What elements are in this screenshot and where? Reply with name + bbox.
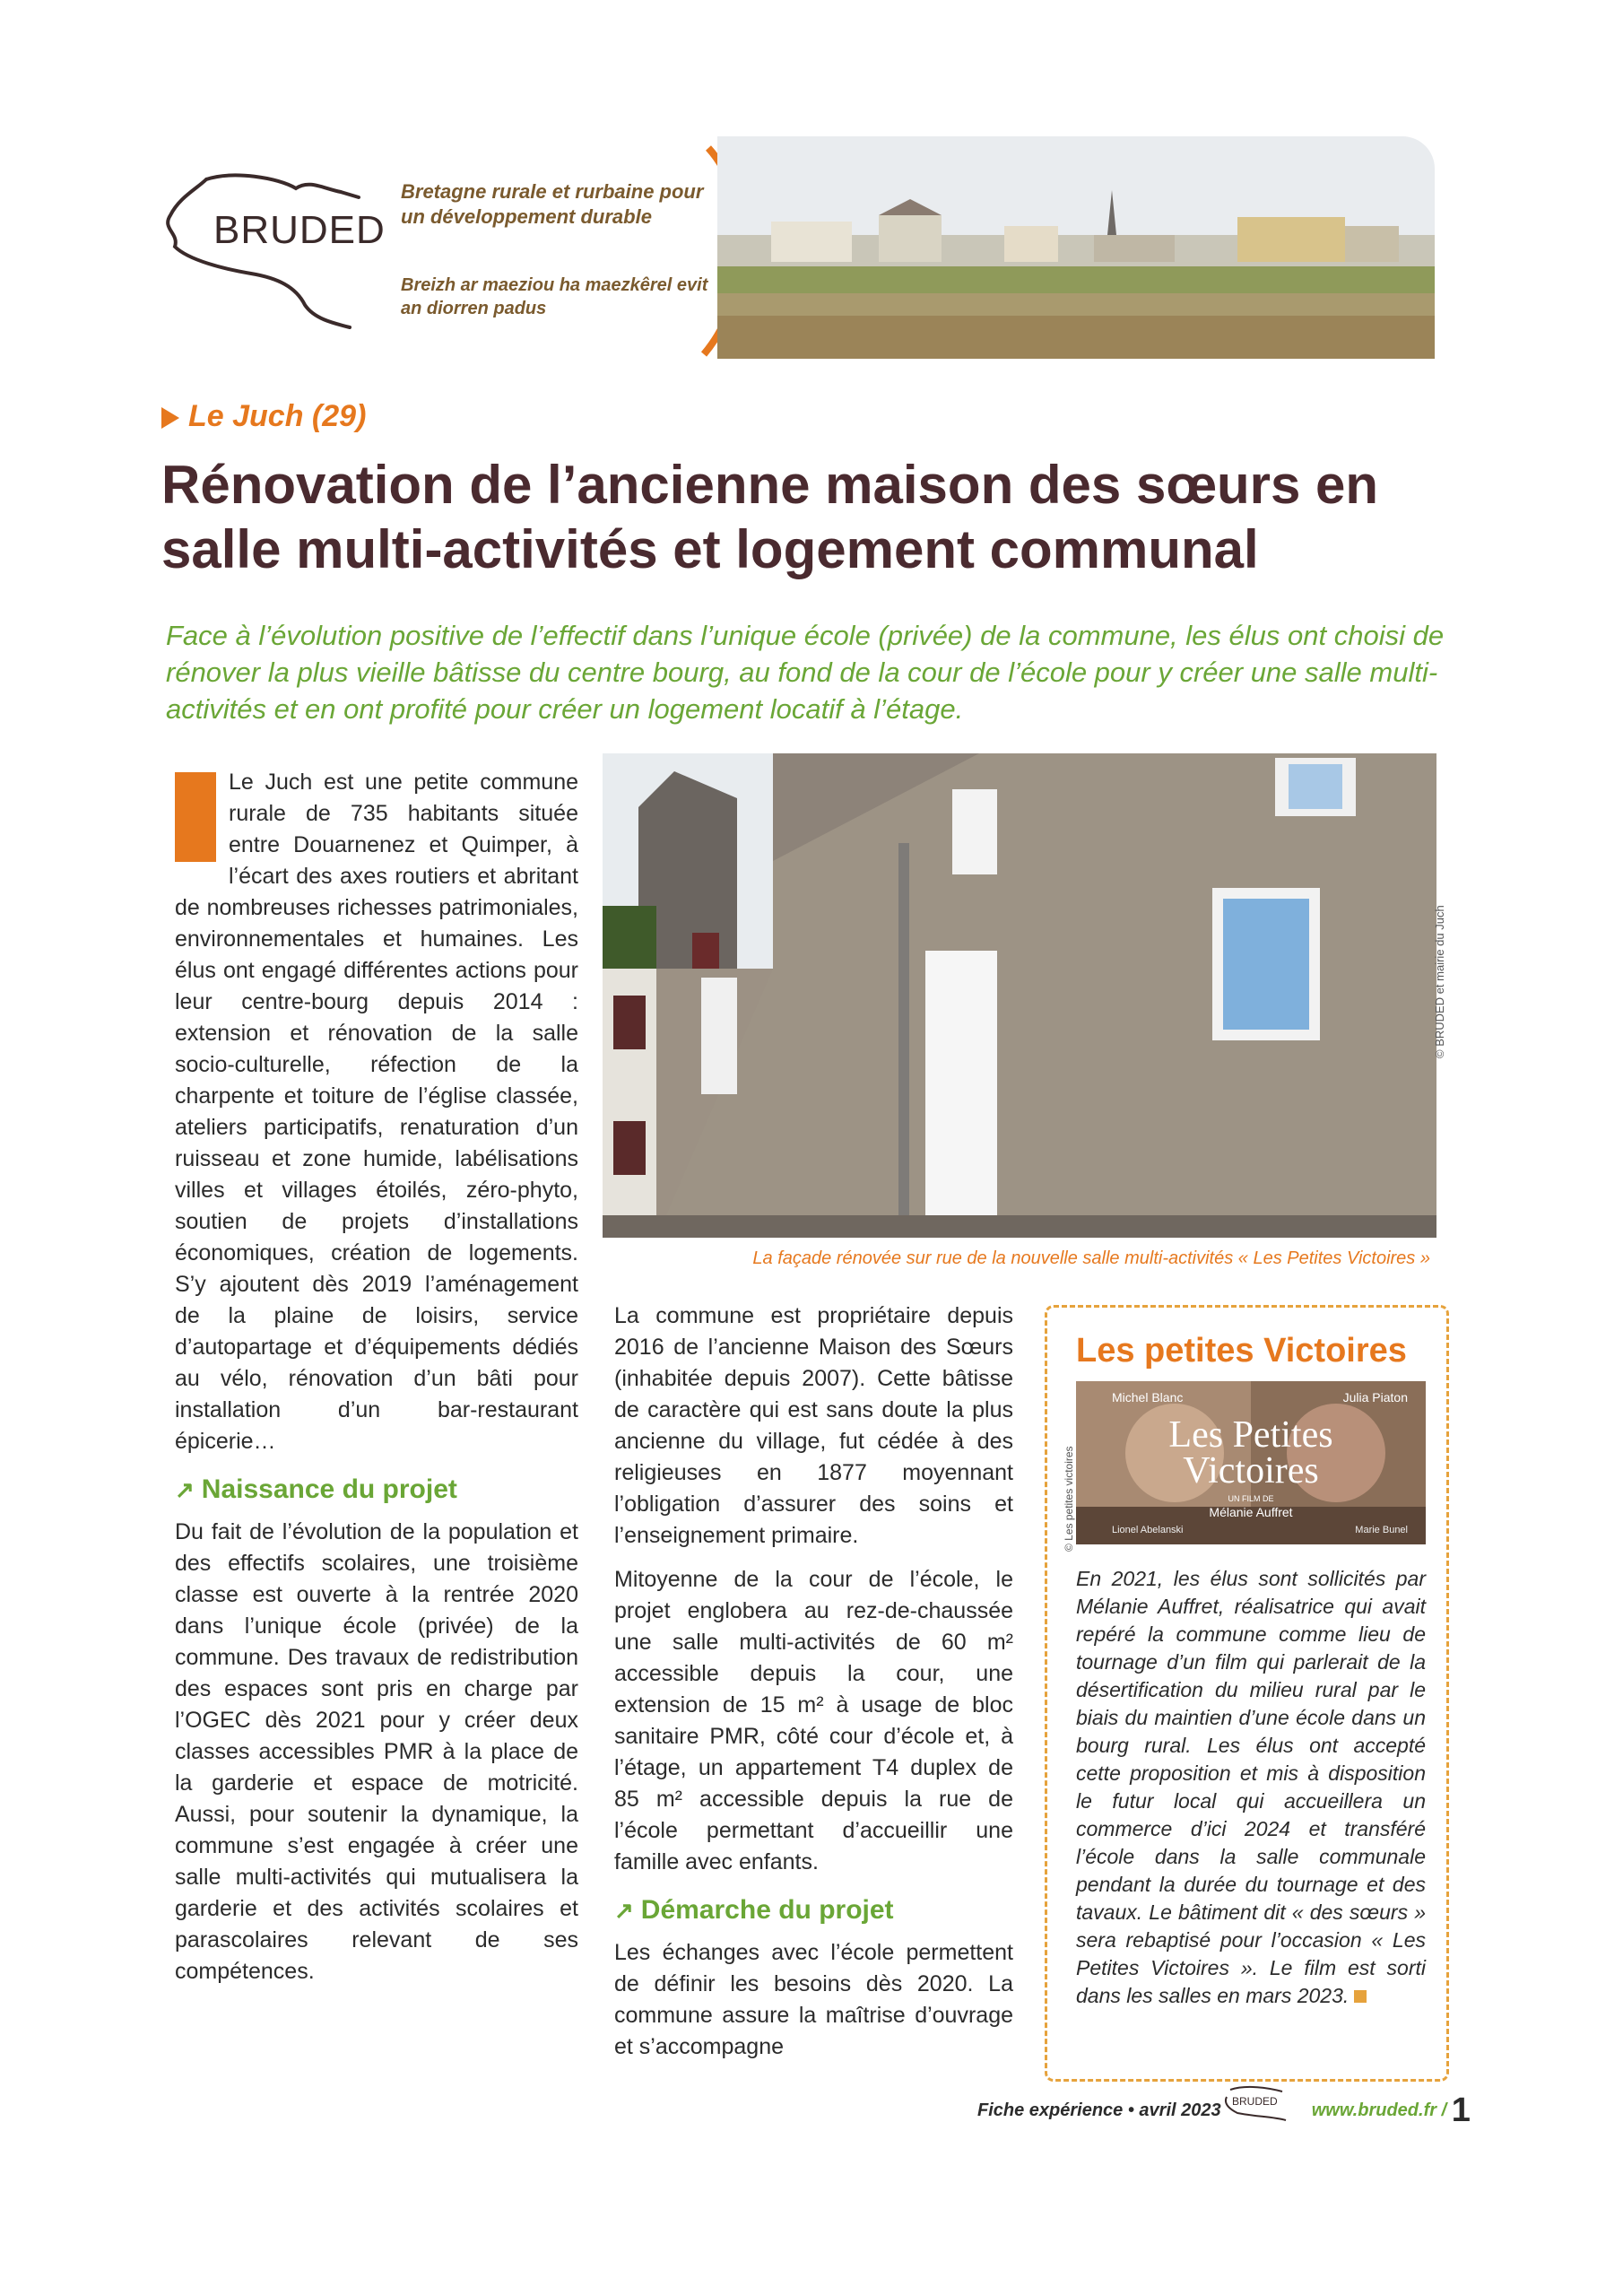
photo-credit: © BRUDED et mairie du Juch — [1433, 905, 1446, 1058]
poster-credit: © Les petites victoires — [1063, 1446, 1075, 1552]
col2-paragraph-3: Les échanges avec l’école permettent de définir les besoins dès 2020. La commune assure la maîtrise d’ouvrage et s’accompagne — [614, 1940, 1013, 2059]
poster-film-de: UN FILM DE — [1228, 1494, 1274, 1503]
footer-label: Fiche expérience • avril 2023 — [977, 2100, 1221, 2120]
poster-title-line-1: Les Petites — [1168, 1414, 1333, 1456]
end-square-icon — [1354, 1990, 1367, 2003]
sidebar-text — [1076, 1565, 1426, 2010]
sidebar-title: Les petites Victoires — [1076, 1332, 1407, 1370]
triangle-bullet-icon — [161, 407, 179, 429]
facade-photo — [603, 753, 1436, 1238]
footer-logo-text: BRUDED — [1232, 2095, 1278, 2108]
footer-url[interactable]: www.bruded.fr / — [1311, 2100, 1447, 2120]
poster-director: Mélanie Auffret — [1209, 1505, 1293, 1519]
poster-title-line-2: Victoires — [1183, 1450, 1319, 1492]
bruded-logo-text: BRUDED — [213, 208, 386, 252]
col1-paragraph-1: Le Juch est une petite commune rurale de 735 habitants située entre Douarnenez et Quimper, à l’écart des axes routiers et abritant de nombreuses richesses patrimoniales, environnementales et humaines. Les élus ont engagé différentes actions pour leur centre-bourg depuis 2014 : extension et rénovation de la salle socio-culturelle, réfection de la charpente et toiture de l’église classée, ateliers participatifs, renaturation d’un ruisseau et zone humide, labélisations villes et villages étoilés, zéro-phyto, soutien de projets d’installations économiques, création de logements. S’y ajoutent dès 2019 l’aménagement de la plaine de loisirs, service d’autopartage et d’équipements dédiés au vélo, rénovation d’un bâti pour installation d’un bar-restaurant épicerie… — [175, 770, 578, 1454]
film-poster — [1076, 1381, 1426, 1544]
col2-paragraph-2: Mitoyenne de la cour de l’école, le projet englobera au rez-de-chaussée une salle multi-activités de 60 m² accessible depuis la cour, une extension de 15 m² à usage de bloc sanitaire PMR, côté cour d’école et, à l’étage, un appartement T4 duplex de 85 m² accessible depuis la rue de l’école permettant d’accueillir une famille avec enfants. — [614, 1567, 1013, 1874]
intro-paragraph: Face à l’évolution positive de l’effectif dans l’unique école (privée) de la commune, les élus ont choisi de rénover la plus vieille bâtisse du centre bourg, au fond de la cour de l’école pour y créer une salle multi-activités et en ont profité pour créer un logement locatif à l’étage. — [166, 620, 1445, 725]
column-1-intro — [175, 767, 578, 1987]
tagline-french: Bretagne rurale et rurbaine pour un développement durable — [401, 180, 704, 228]
sidebar-text-body: En 2021, les élus sont sollicités par Mélanie Auffret, réalisatrice qui avait repéré la commune comme lieu de tournage d’un film qui parlerait de la désertification du milieu rural par le biais du maintien d’une école dans un bourg rural. Les élus ont accepté cette proposition et mis à disposition le futur local qui accueillera un commerce d’ici 2024 et transféré l’école dans la salle communale pendant la durée du tournage et des tavaux. Le bâtiment dit « des sœurs » sera rebaptisé pour l’occasion « Les Petites Victoires ». Le film est sorti dans les salles en mars 2023. — [1076, 1567, 1426, 2007]
heading-demarche-text: Démarche du projet — [640, 1895, 894, 1925]
heading-naissance-text: Naissance du projet — [201, 1474, 457, 1504]
locality-text: Le Juch (29) — [188, 399, 367, 433]
poster-actor-1: Michel Blanc — [1112, 1390, 1184, 1405]
poster-actor-2: Julia Piaton — [1342, 1390, 1408, 1405]
footer-logo — [1219, 2083, 1291, 2122]
poster-actor-4: Marie Bunel — [1355, 1525, 1408, 1535]
drop-cap-block — [175, 772, 216, 862]
header-landscape-photo — [717, 136, 1435, 359]
page-number: 1 — [1451, 2092, 1471, 2129]
arrow-up-right-icon: ↗ — [175, 1476, 195, 1503]
col2-paragraph-1: La commune est propriétaire depuis 2016 de l’ancienne Maison des Sœurs (inhabitée depuis 2007). Cette bâtisse de caractère qui est sans doute la plus ancienne du village, fut cédée à des religieuses en 1877 moyennant l’obligation d’assurer des soins et l’enseignement primaire. — [614, 1303, 1013, 1548]
photo-caption: La façade rénovée sur rue de la nouvelle salle multi-activités « Les Petites Victoires » — [752, 1248, 1430, 1268]
locality-label — [161, 399, 366, 434]
poster-title — [1076, 1414, 1426, 1492]
page-title: Rénovation de l’ancienne maison des sœurs en salle multi-activités et logement communal — [161, 455, 1379, 579]
poster-actor-3: Lionel Abelanski — [1112, 1525, 1184, 1535]
column-2 — [614, 1300, 1013, 2063]
heading-demarche — [614, 1894, 1013, 1926]
tagline-breton: Breizh ar maeziou ha maezkêrel evit an diorren padus — [401, 275, 708, 318]
arrow-up-right-icon: ↗ — [614, 1897, 634, 1924]
heading-naissance — [175, 1474, 578, 1506]
col1-paragraph-2: Du fait de l’évolution de la population et des effectifs scolaires, une troisième classe est ouverte à la rentrée 2020 dans l’unique école (privée) de la commune. Des travaux de redistribution des espaces sont pris en charge par l’OGEC dès 2021 pour y créer deux classes accessibles PMR à la place de la garderie et espace de motricité. Aussi, pour soutenir la dynamique, la commune s’est engagée à créer une salle multi-activités qui mutualisera la garderie et des activités scolaires et parascolaires relevant de ses compétences. — [175, 1519, 578, 1984]
